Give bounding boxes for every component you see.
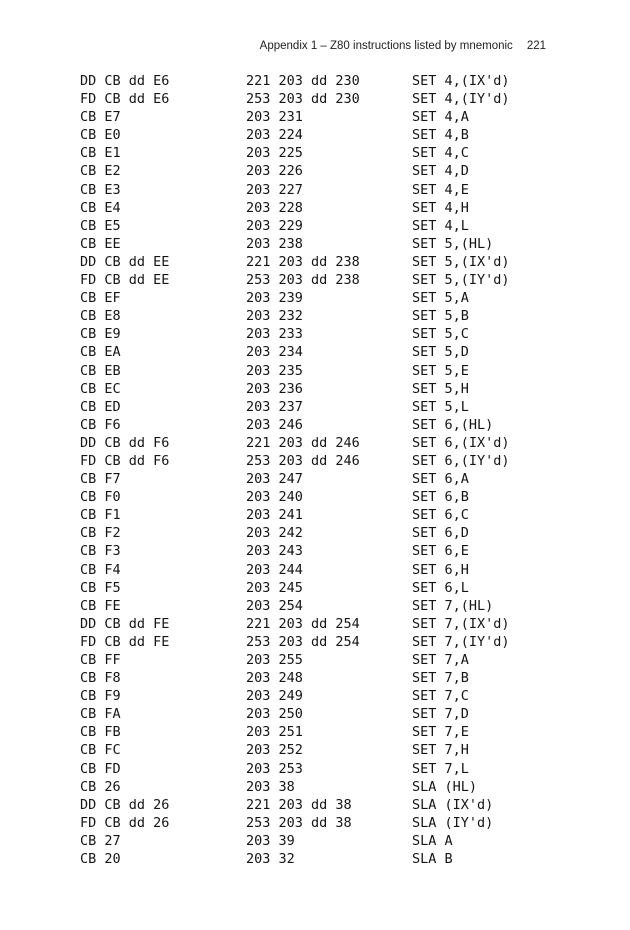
hex-opcode: CB FE xyxy=(80,597,121,614)
table-row xyxy=(0,289,630,307)
hex-opcode: CB E5 xyxy=(80,217,121,234)
hex-opcode: CB FB xyxy=(80,724,121,741)
table-row xyxy=(0,452,630,470)
hex-opcode: DD CB dd 26 xyxy=(80,796,170,813)
decimal-opcode: 203 39 xyxy=(246,832,295,849)
decimal-opcode: 203 225 xyxy=(246,145,303,162)
decimal-opcode: 203 229 xyxy=(246,217,303,234)
hex-opcode: CB E3 xyxy=(80,181,121,198)
decimal-opcode: 253 203 dd 238 xyxy=(246,272,360,289)
decimal-opcode: 203 247 xyxy=(246,471,303,488)
page-header xyxy=(0,40,546,52)
table-row xyxy=(0,741,630,759)
table-row xyxy=(0,398,630,416)
mnemonic: SET 7,B xyxy=(412,670,469,687)
table-row xyxy=(0,235,630,253)
mnemonic: SLA (HL) xyxy=(412,778,478,795)
table-row xyxy=(0,217,630,235)
decimal-opcode: 203 252 xyxy=(246,742,303,759)
decimal-opcode: 203 244 xyxy=(246,561,303,578)
table-row xyxy=(0,108,630,126)
decimal-opcode: 203 245 xyxy=(246,579,303,596)
mnemonic: SET 4,(IX'd) xyxy=(412,73,510,89)
table-row xyxy=(0,144,630,162)
opcode-table xyxy=(0,72,630,868)
mnemonic: SET 7,A xyxy=(412,652,469,668)
hex-opcode: CB F6 xyxy=(80,416,121,433)
decimal-opcode: 203 251 xyxy=(246,724,303,741)
decimal-opcode: 203 242 xyxy=(246,525,303,542)
decimal-opcode: 203 234 xyxy=(246,344,303,361)
hex-opcode: DD CB dd EE xyxy=(80,253,170,270)
mnemonic: SLA (IX'd) xyxy=(412,796,494,813)
table-row xyxy=(0,416,630,434)
decimal-opcode: 221 203 dd 254 xyxy=(246,615,360,632)
table-row xyxy=(0,434,630,452)
decimal-opcode: 253 203 dd 246 xyxy=(246,452,360,469)
mnemonic: SET 7,(HL) xyxy=(412,597,494,614)
table-row xyxy=(0,850,630,868)
hex-opcode: FD CB dd E6 xyxy=(80,91,170,108)
mnemonic: SET 7,D xyxy=(412,706,469,723)
decimal-opcode: 203 255 xyxy=(246,652,303,668)
hex-opcode: FD CB dd F6 xyxy=(80,452,170,469)
decimal-opcode: 203 233 xyxy=(246,326,303,343)
table-row xyxy=(0,778,630,796)
decimal-opcode: 203 243 xyxy=(246,543,303,560)
decimal-opcode: 203 227 xyxy=(246,181,303,198)
table-row xyxy=(0,796,630,814)
hex-opcode: CB ED xyxy=(80,398,121,415)
table-row xyxy=(0,542,630,560)
page-number: 221 xyxy=(526,40,546,52)
decimal-opcode: 203 38 xyxy=(246,778,295,795)
hex-opcode: CB EA xyxy=(80,344,121,361)
decimal-opcode: 221 203 dd 238 xyxy=(246,253,360,270)
decimal-opcode: 221 203 dd 230 xyxy=(246,73,360,89)
hex-opcode: FD CB dd FE xyxy=(80,633,170,650)
table-row xyxy=(0,506,630,524)
table-row xyxy=(0,325,630,343)
mnemonic: SLA A xyxy=(412,832,453,849)
decimal-opcode: 203 228 xyxy=(246,199,303,216)
hex-opcode: CB E1 xyxy=(80,145,121,162)
table-row xyxy=(0,669,630,687)
mnemonic: SET 4,(IY'd) xyxy=(412,91,510,108)
mnemonic: SET 5,L xyxy=(412,398,469,415)
decimal-opcode: 203 226 xyxy=(246,163,303,180)
mnemonic: SET 6,H xyxy=(412,561,469,578)
table-row xyxy=(0,362,630,380)
hex-opcode: CB 27 xyxy=(80,832,121,849)
mnemonic: SET 5,D xyxy=(412,344,469,361)
hex-opcode: CB 20 xyxy=(80,851,121,868)
table-row xyxy=(0,72,630,90)
hex-opcode: CB F9 xyxy=(80,688,121,705)
hex-opcode: CB F7 xyxy=(80,471,121,488)
mnemonic: SET 6,B xyxy=(412,489,469,506)
table-row xyxy=(0,271,630,289)
mnemonic: SET 4,E xyxy=(412,181,469,198)
decimal-opcode: 203 224 xyxy=(246,127,303,144)
table-row xyxy=(0,760,630,778)
mnemonic: SET 7,H xyxy=(412,742,469,759)
hex-opcode: CB E0 xyxy=(80,127,121,144)
decimal-opcode: 203 235 xyxy=(246,362,303,379)
mnemonic: SET 5,A xyxy=(412,290,469,307)
decimal-opcode: 203 246 xyxy=(246,416,303,433)
table-row xyxy=(0,126,630,144)
mnemonic: SET 5,B xyxy=(412,308,469,325)
mnemonic: SET 7,L xyxy=(412,760,469,777)
decimal-opcode: 203 238 xyxy=(246,235,303,252)
table-row xyxy=(0,90,630,108)
table-row xyxy=(0,579,630,597)
table-row xyxy=(0,181,630,199)
decimal-opcode: 203 239 xyxy=(246,290,303,307)
table-row xyxy=(0,814,630,832)
mnemonic: SET 7,(IX'd) xyxy=(412,615,510,632)
mnemonic: SET 4,A xyxy=(412,109,469,126)
decimal-opcode: 203 253 xyxy=(246,760,303,777)
mnemonic: SET 7,C xyxy=(412,688,469,705)
hex-opcode: CB E4 xyxy=(80,199,121,216)
hex-opcode: CB F1 xyxy=(80,507,121,524)
hex-opcode: CB F4 xyxy=(80,561,121,578)
hex-opcode: DD CB dd FE xyxy=(80,615,170,632)
decimal-opcode: 203 32 xyxy=(246,851,295,868)
hex-opcode: CB E7 xyxy=(80,109,121,126)
hex-opcode: CB F2 xyxy=(80,525,121,542)
table-row xyxy=(0,705,630,723)
mnemonic: SLA B xyxy=(412,851,453,868)
decimal-opcode: 221 203 dd 38 xyxy=(246,796,352,813)
mnemonic: SET 6,L xyxy=(412,579,469,596)
mnemonic: SET 4,C xyxy=(412,145,469,162)
hex-opcode: CB F8 xyxy=(80,670,121,687)
hex-opcode: DD CB dd F6 xyxy=(80,434,170,451)
decimal-opcode: 203 236 xyxy=(246,380,303,397)
table-row xyxy=(0,162,630,180)
table-row xyxy=(0,651,630,669)
mnemonic: SET 6,C xyxy=(412,507,469,524)
hex-opcode: CB 26 xyxy=(80,778,121,795)
mnemonic: SET 7,E xyxy=(412,724,469,741)
hex-opcode: CB EE xyxy=(80,235,121,252)
table-row xyxy=(0,470,630,488)
hex-opcode: DD CB dd E6 xyxy=(80,73,170,89)
hex-opcode: CB EF xyxy=(80,290,121,307)
mnemonic: SET 6,E xyxy=(412,543,469,560)
decimal-opcode: 253 203 dd 38 xyxy=(246,814,352,831)
table-row xyxy=(0,199,630,217)
table-row xyxy=(0,380,630,398)
hex-opcode: CB FF xyxy=(80,652,121,668)
mnemonic: SET 5,(IY'd) xyxy=(412,272,510,289)
hex-opcode: FD CB dd 26 xyxy=(80,814,170,831)
hex-opcode: CB EC xyxy=(80,380,121,397)
mnemonic: SET 6,(IY'd) xyxy=(412,452,510,469)
hex-opcode: CB FC xyxy=(80,742,121,759)
hex-opcode: CB E8 xyxy=(80,308,121,325)
mnemonic: SET 4,H xyxy=(412,199,469,216)
hex-opcode: CB F3 xyxy=(80,543,121,560)
table-row xyxy=(0,615,630,633)
mnemonic: SET 6,D xyxy=(412,525,469,542)
decimal-opcode: 203 237 xyxy=(246,398,303,415)
table-row xyxy=(0,633,630,651)
decimal-opcode: 221 203 dd 246 xyxy=(246,434,360,451)
table-row xyxy=(0,307,630,325)
mnemonic: SET 5,H xyxy=(412,380,469,397)
table-row xyxy=(0,597,630,615)
decimal-opcode: 203 232 xyxy=(246,308,303,325)
mnemonic: SET 4,L xyxy=(412,217,469,234)
mnemonic: SET 7,(IY'd) xyxy=(412,633,510,650)
mnemonic: SLA (IY'd) xyxy=(412,814,494,831)
hex-opcode: FD CB dd EE xyxy=(80,272,170,289)
table-row xyxy=(0,253,630,271)
decimal-opcode: 203 231 xyxy=(246,109,303,126)
table-row xyxy=(0,488,630,506)
hex-opcode: CB E2 xyxy=(80,163,121,180)
table-row xyxy=(0,723,630,741)
hex-opcode: CB E9 xyxy=(80,326,121,343)
hex-opcode: CB F5 xyxy=(80,579,121,596)
hex-opcode: CB F0 xyxy=(80,489,121,506)
mnemonic: SET 5,C xyxy=(412,326,469,343)
hex-opcode: CB FD xyxy=(80,760,121,777)
decimal-opcode: 203 248 xyxy=(246,670,303,687)
mnemonic: SET 6,A xyxy=(412,471,469,488)
decimal-opcode: 203 249 xyxy=(246,688,303,705)
decimal-opcode: 203 241 xyxy=(246,507,303,524)
mnemonic: SET 5,(HL) xyxy=(412,235,494,252)
table-row xyxy=(0,524,630,542)
decimal-opcode: 203 240 xyxy=(246,489,303,506)
hex-opcode: CB EB xyxy=(80,362,121,379)
running-title: Appendix 1 – Z80 instructions listed by mnemonic xyxy=(259,40,513,52)
table-row xyxy=(0,561,630,579)
mnemonic: SET 4,B xyxy=(412,127,469,144)
mnemonic: SET 5,E xyxy=(412,362,469,379)
decimal-opcode: 203 250 xyxy=(246,706,303,723)
mnemonic: SET 4,D xyxy=(412,163,469,180)
table-row xyxy=(0,343,630,361)
decimal-opcode: 253 203 dd 230 xyxy=(246,91,360,108)
decimal-opcode: 203 254 xyxy=(246,597,303,614)
table-row xyxy=(0,832,630,850)
mnemonic: SET 6,(HL) xyxy=(412,416,494,433)
mnemonic: SET 5,(IX'd) xyxy=(412,253,510,270)
mnemonic: SET 6,(IX'd) xyxy=(412,434,510,451)
table-row xyxy=(0,687,630,705)
decimal-opcode: 253 203 dd 254 xyxy=(246,633,360,650)
hex-opcode: CB FA xyxy=(80,706,121,723)
